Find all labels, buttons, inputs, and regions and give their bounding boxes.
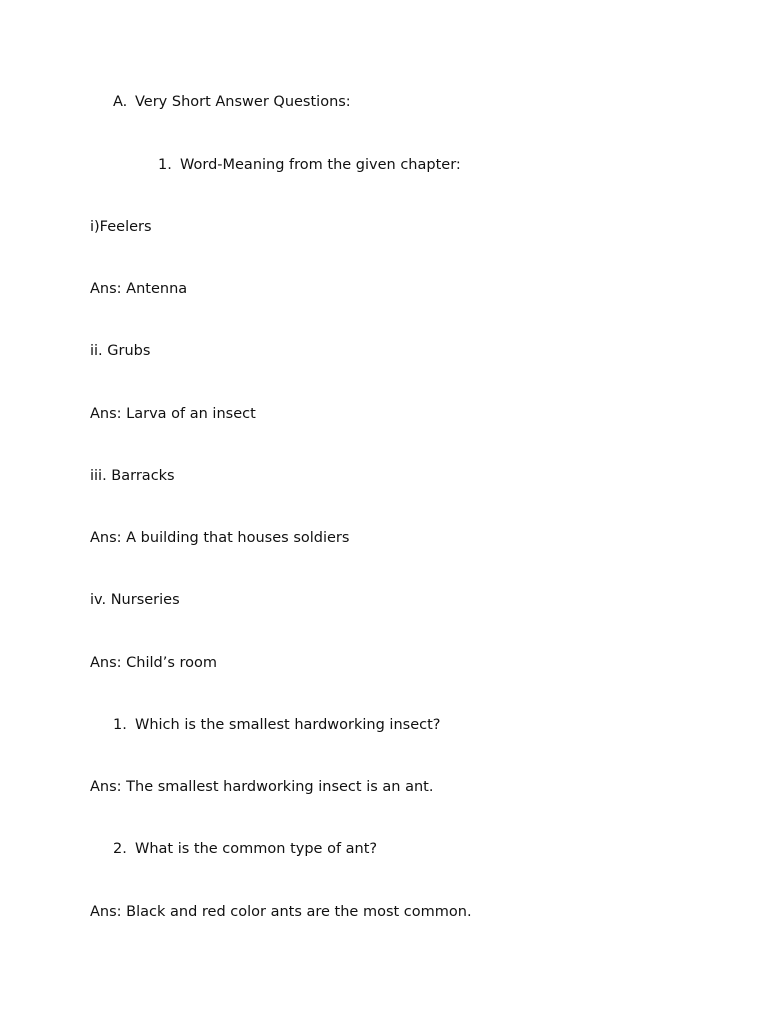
word-term: ii. Grubs (90, 343, 151, 359)
word-term: iii. Barracks (90, 468, 175, 484)
word-answer: Ans: Antenna (90, 281, 188, 297)
word-answer: Ans: A building that houses soldiers (90, 530, 350, 546)
subsection-marker: 1. (158, 157, 172, 173)
word-term: i)Feelers (90, 219, 152, 235)
question-item (113, 716, 440, 734)
section-title: Very Short Answer Questions: (135, 94, 351, 110)
question-answer: Ans: The smallest hardworking insect is an ant. (90, 779, 434, 795)
question-text: Which is the smallest hardworking insect? (135, 717, 441, 733)
word-answer: Ans: Child’s room (90, 655, 218, 671)
question-marker: 2. (113, 841, 127, 857)
word-term: iv. Nurseries (90, 592, 180, 608)
word-answer: Ans: Larva of an insect (90, 406, 256, 422)
question-item (113, 840, 377, 858)
section-marker: A. (113, 94, 128, 110)
subsection-title: Word-Meaning from the given chapter: (180, 157, 461, 173)
subsection-heading (158, 156, 461, 174)
question-answer: Ans: Black and red color ants are the most common. (90, 904, 472, 920)
question-text: What is the common type of ant? (135, 841, 378, 857)
question-marker: 1. (113, 717, 127, 733)
section-heading (113, 93, 351, 111)
